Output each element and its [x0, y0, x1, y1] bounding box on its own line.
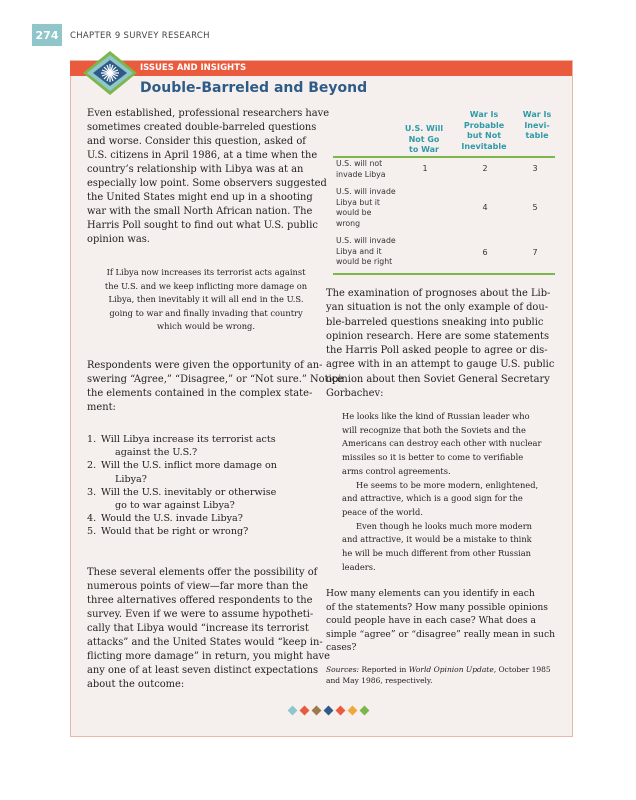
row-label	[336, 159, 386, 180]
diamond-icon	[347, 706, 357, 716]
list-number: 4.	[87, 513, 97, 525]
text-line: Respondents were given the opportunity of an-	[87, 360, 323, 371]
text-line: the elements contained in the complex state-	[87, 388, 313, 399]
table-cell: 1	[422, 164, 428, 173]
discussion-questions	[326, 587, 556, 655]
col-header-probable	[458, 110, 510, 152]
row-label-line: would be right	[336, 257, 393, 266]
row-label	[336, 236, 396, 268]
several-elements-paragraph	[87, 566, 330, 692]
list-item-text: Would that be right or wrong?	[101, 526, 249, 538]
col-header-not-go	[401, 124, 447, 156]
text-line: the United States might end up in a shooting	[87, 192, 313, 203]
statement	[342, 520, 560, 575]
box-title: Double-Barreled and Beyond	[140, 80, 368, 96]
text-line: ment:	[87, 402, 116, 413]
list-item	[87, 459, 313, 485]
table-cell: 2	[482, 164, 488, 173]
text-line: the Harris Poll asked people to agree or dis-	[326, 345, 548, 357]
text-line: These several elements offer the possibility of	[87, 567, 318, 578]
statement-line: he will be much different from other Russian	[342, 548, 532, 559]
col-header-line: Not Go	[408, 134, 440, 144]
row-label-line: would be	[336, 208, 372, 217]
text-line: cases?	[326, 642, 357, 654]
col-header-line: Inevi-	[524, 120, 550, 130]
gorbachev-statements	[342, 410, 560, 574]
text-line: attacks” and the United States would “keep in-	[87, 637, 323, 648]
row-label	[336, 187, 396, 229]
text-line: sometimes created double-barreled questions	[87, 122, 317, 133]
sources-post: October 1985	[496, 665, 551, 674]
row-label-line: invade Libya	[336, 169, 386, 179]
col-header-line: War Is	[522, 110, 552, 119]
text-line: going to war and finally invading that country	[109, 307, 303, 318]
statement-line: peace of the world.	[342, 506, 423, 517]
text-line: could people have in each case? What does a	[326, 615, 537, 627]
text-line: flicting more damage” in return, you might have	[87, 651, 330, 662]
statement-line: and attractive, which is a good sign for the	[342, 493, 523, 504]
statement-line: He looks like the kind of Russian leader who	[342, 411, 530, 421]
row-label-line: U.S. will invade	[336, 187, 396, 196]
col-header-line: Probable	[463, 120, 505, 130]
intro-paragraph	[87, 107, 330, 247]
text-line: survey. Even if we were to assume hypotheti-	[87, 609, 314, 620]
libya-poll-question	[100, 266, 312, 334]
text-line: three alternatives offered respondents to the	[87, 595, 313, 606]
list-item	[87, 512, 313, 525]
statement-line: arms control agreements.	[342, 465, 451, 476]
col-header-line: War Is	[469, 110, 499, 119]
chapter-heading: CHAPTER 9 SURVEY RESEARCH	[70, 31, 210, 41]
text-line: cally that Libya would “increase its terrorist	[87, 623, 309, 634]
list-item-text: go to war against Libya?	[115, 500, 235, 512]
diamond-ornament	[287, 707, 369, 714]
col-header-inevitable	[517, 110, 557, 142]
list-item	[87, 486, 313, 512]
col-header-line: Inevitable	[461, 141, 507, 151]
statement-line: missiles so it is better to come to verifiable	[342, 452, 524, 463]
text-line: The examination of prognoses about the Lib-	[326, 288, 551, 299]
text-line: U.S. citizens in April 1986, at a time when the	[87, 150, 318, 161]
list-item-text: Will the U.S. inevitably or otherwise	[101, 486, 277, 498]
table-cell: 4	[482, 203, 488, 212]
sources-publication: World Opinion Update,	[408, 665, 497, 674]
col-header-line: but Not	[466, 131, 502, 140]
list-number: 1.	[87, 434, 97, 445]
text-line: country’s relationship with Libya was at an	[87, 164, 304, 175]
list-item-text: against the U.S.?	[115, 447, 198, 459]
text-line: any one of at least seven distinct expectations	[87, 665, 319, 676]
list-item-text: Libya?	[115, 473, 147, 485]
issues-insights-logo-icon	[83, 51, 137, 95]
list-item-text: Will Libya increase its terrorist acts	[101, 434, 276, 445]
text-line: war with the small North African nation. The	[87, 206, 313, 217]
list-number: 5.	[87, 526, 97, 538]
question-list	[87, 433, 313, 539]
diamond-icon	[299, 706, 309, 716]
table-rule-top	[333, 156, 555, 158]
row-label-line: wrong	[336, 218, 361, 228]
table-cell: 3	[532, 164, 538, 173]
col-header-line: to War	[409, 145, 439, 154]
statement	[342, 410, 560, 479]
table-cell: 7	[532, 248, 538, 257]
text-line: yan situation is not the only example of dou-	[326, 302, 549, 314]
statement-line: Even though he looks much more modern	[356, 520, 533, 531]
sources-line2: and May 1986, respectively.	[326, 676, 433, 686]
text-line: and worse. Consider this question, asked of	[87, 136, 306, 147]
diamond-icon	[359, 706, 369, 716]
page-number: 274	[32, 24, 62, 46]
statement-line: leaders.	[342, 561, 376, 572]
text-line: of the statements? How many possible opinions	[326, 601, 549, 613]
text-line: Even established, professional researchers have	[87, 108, 330, 119]
list-item	[87, 525, 313, 538]
statement-line: He seems to be more modern, enlightened,	[356, 479, 539, 490]
sources-label: Sources:	[326, 665, 360, 674]
row-label-line: Libya but it	[336, 197, 380, 207]
box-label: ISSUES AND INSIGHTS	[140, 63, 247, 73]
text-line: opinion research. Here are some statements	[326, 330, 550, 342]
sources-note	[326, 664, 556, 687]
text-line: especially low point. Some observers suggested	[87, 178, 327, 189]
text-line: How many elements can you identify in each	[326, 588, 535, 599]
text-line: opinion about then Soviet General Secretary	[326, 373, 550, 385]
diamond-icon	[323, 706, 333, 716]
list-item	[87, 433, 313, 459]
text-line: ble-barreled questions sneaking into public	[326, 316, 544, 328]
statement	[342, 479, 560, 520]
table-rule-bottom	[333, 273, 555, 275]
text-line: simple “agree” or “disagree” really mean in such	[326, 628, 556, 640]
list-number: 2.	[87, 460, 97, 472]
row-label-line: Libya and it	[336, 246, 382, 256]
text-line: Gorbachev:	[326, 388, 384, 400]
statement-line: and attractive, it would be a mistake to think	[342, 534, 532, 545]
examination-paragraph	[326, 287, 555, 401]
text-line: the U.S. and we keep inflicting more damage on	[104, 280, 308, 291]
list-item-text: Would the U.S. invade Libya?	[101, 513, 243, 525]
text-line: Libya, then inevitably it will all end in the U.S.	[108, 294, 304, 304]
row-label-line: U.S. will invade	[336, 236, 396, 245]
sources-pre: Reported in	[359, 665, 409, 674]
text-line: Harris Poll sought to find out what U.S. public	[87, 220, 318, 231]
text-line: which would be wrong.	[157, 321, 255, 331]
col-header-line: U.S. Will	[404, 124, 444, 133]
text-line: numerous points of view—far more than the	[87, 581, 309, 592]
respondents-paragraph	[87, 359, 344, 415]
diamond-icon	[311, 706, 321, 716]
diamond-icon	[335, 706, 345, 716]
diamond-icon	[287, 706, 297, 716]
text-line: agree with in an attempt to gauge U.S. public	[326, 359, 555, 371]
text-line: swering “Agree,” “Disagree,” or “Not sure.” Notice	[87, 374, 344, 385]
list-number: 3.	[87, 486, 97, 498]
col-header-line: table	[525, 131, 549, 140]
text-line: about the outcome:	[87, 679, 185, 690]
statement-line: Americans can destroy each other with nuclear	[342, 438, 542, 449]
list-item-text: Will the U.S. inflict more damage on	[101, 460, 277, 472]
statement-line: will recognize that both the Soviets and the	[342, 424, 526, 435]
row-label-line: U.S. will not	[336, 159, 383, 168]
text-line: If Libya now increases its terrorist acts against	[106, 267, 306, 277]
table-cell: 5	[532, 203, 538, 212]
text-line: opinion was.	[87, 234, 150, 245]
table-cell: 6	[482, 248, 488, 257]
